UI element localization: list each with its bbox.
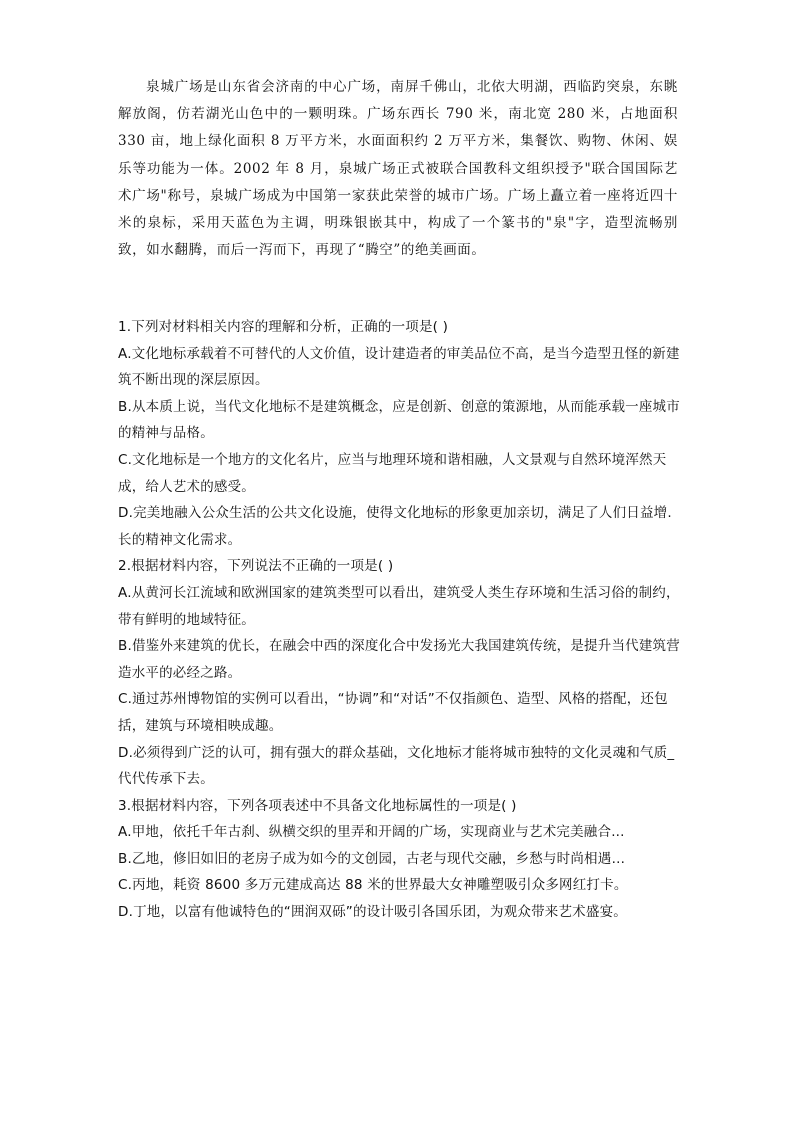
option-d: D.必须得到广泛的认可，拥有强大的群众基础，文化地标才能将城市独特的文化灵魂和气质_代代传承下去。 [118, 744, 675, 788]
question-stem: 3.根据材料内容，下列各项表述中不具备文化地标属性的一项是( ) [118, 797, 517, 814]
question-list [118, 314, 684, 926]
option-a: A.文化地标承载着不可替代的人文价值，设计建造者的审美品位不高，是当今造型丑怪的新建筑不断出现的深层原因。 [118, 345, 680, 389]
option-c: C.通过苏州博物馆的实例可以看出，“协调”和“对话”不仅指颜色、造型、风格的搭配，还包括，建筑与环境相映成趣。 [118, 691, 668, 734]
question-2 [118, 553, 684, 792]
question-stem: 2.根据材料内容，下列说法不正确的一项是( ) [118, 558, 394, 575]
option-b: B.从本质上说，当代文化地标不是建筑概念，应是创新、创意的策源地，从而能承载一座城市的精神与品格。 [118, 398, 680, 442]
option-a: A.从黄河长江流域和欧洲国家的建筑类型可以看出，建筑受人类生存环境和生活习俗的制约，带有鲜明的地域特征。 [118, 584, 680, 628]
question-1 [118, 314, 684, 553]
option-d: D.丁地，以富有他诚特色的“囲润双砾”的设计吸引各国乐团，为观众带来艺术盛宴。 [118, 904, 627, 921]
option-d: D.完美地融入公众生活的公共文化设施，使得文化地标的形象更加亲切，满足了人们日益增.长的精神文化需求。 [118, 505, 672, 548]
option-c: C.文化地标是一个地方的文化名片，应当与地理环境和谐相融，人文景观与自然环境浑然天成，给人艺术的感受。 [118, 451, 667, 495]
reading-passage: 泉城广场是山东省会济南的中心广场，南屏千佛山，北依大明湖，西临趵突泉，东眺解放阁，仿若湖光山色中的一颗明珠。广场东西长 790 米，南北宽 280 米，占地面积 330 亩，地上绿化面积 8 万平方米，水面面积约 2 万平方米，集餐饮、购物、休闲、娱乐等功能为一体。2002 年 8 月，泉城广场正式被联合国教科文组织授予"联合国国际艺术广场"称号，泉城广场成为中国第一家获此荣誉的城市广场。广场上矗立着一座将近四十米的泉标，采用天蓝色为主调，明珠银嵌其中，构成了一个篆书的"泉"字，造型流畅别致，如水翻腾，而后一泻而下，再现了“腾空”的绝美画面。 [118, 79, 678, 259]
option-a: A.甲地，依托千年古刹、纵横交织的里弄和开阔的广场，实现商业与艺术完美融合... [118, 824, 625, 841]
question-stem: 1.下列对材料相关内容的理解和分析，正确的一项是( ) [118, 319, 449, 335]
question-3 [118, 793, 684, 926]
option-b: B.乙地，修旧如旧的老房子成为如今的文创园，古老与现代交融，乡愁与时尚相遇… [118, 850, 626, 867]
option-c: C.丙地，耗资 8600 多万元建成高达 88 米的世界最大女神雕塑吸引众多网红打卡。 [118, 877, 628, 894]
option-b: B.借鉴外来建筑的优长，在融会中西的深度化合中发扬光大我国建筑传统，是提升当代建筑营造水平的必经之路。 [118, 638, 680, 681]
